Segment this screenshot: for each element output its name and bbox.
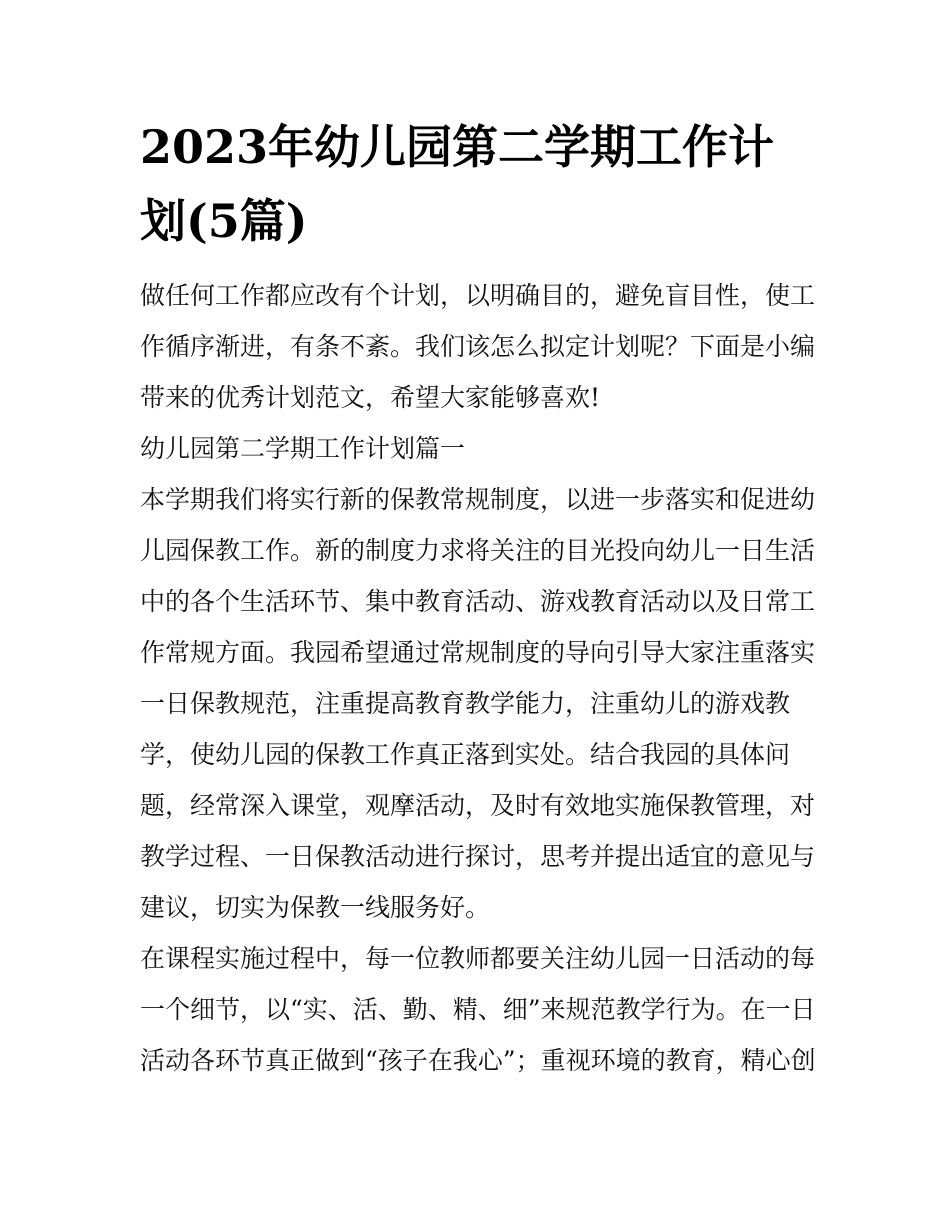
text-line: 学，使幼儿园的保教工作真正落到实处。结合我园的具体问 [140, 740, 791, 769]
title-line: 划(5篇) [140, 194, 308, 248]
intro-paragraph [140, 270, 816, 423]
text-line: 作循序渐进，有条不紊。我们该怎么拟定计划呢？下面是小编 [140, 332, 816, 361]
text-line: 一日保教规范，注重提高教育教学能力，注重幼儿的游戏教 [140, 689, 791, 718]
text-line: 教学过程、一日保教活动进行探讨，思考并提出适宜的意见与 [140, 842, 816, 871]
body-paragraph-2 [140, 933, 816, 1086]
text-line: 做任何工作都应改有个计划，以明确目的，避免盲目性，使工 [140, 281, 816, 310]
section-heading: 幼儿园第二学期工作计划篇一 [140, 434, 466, 463]
text-line: 题，经常深入课堂，观摩活动，及时有效地实施保教管理，对 [140, 791, 816, 820]
text-line: 在课程实施过程中，每一位教师都要关注幼儿园一日活动的每 [140, 944, 816, 973]
text-line: 活动各环节真正做到“孩子在我心”；重视环境的教育，精心创 [140, 1046, 816, 1075]
text-line: 本学期我们将实行新的保教常规制度，以进一步落实和促进幼 [140, 485, 816, 514]
text-line: 作常规方面。我园希望通过常规制度的导向引导大家注重落实 [140, 638, 816, 667]
text-line: 建议，切实为保教一线服务好。 [140, 893, 491, 922]
text-line: 带来的优秀计划范文，希望大家能够喜欢! [140, 383, 601, 412]
document-body [140, 110, 816, 1086]
title-line: 2023年幼儿园第二学期工作计 [140, 120, 775, 174]
text-line: 儿园保教工作。新的制度力求将关注的目光投向幼儿一日生活 [140, 536, 816, 565]
body-paragraph-1 [140, 474, 816, 933]
page-title [140, 110, 812, 258]
text-line: 一个细节，以“实、活、勤、精、细”来规范教学行为。在一日 [140, 995, 816, 1024]
text-line: 中的各个生活环节、集中教育活动、游戏教育活动以及日常工 [140, 587, 816, 616]
